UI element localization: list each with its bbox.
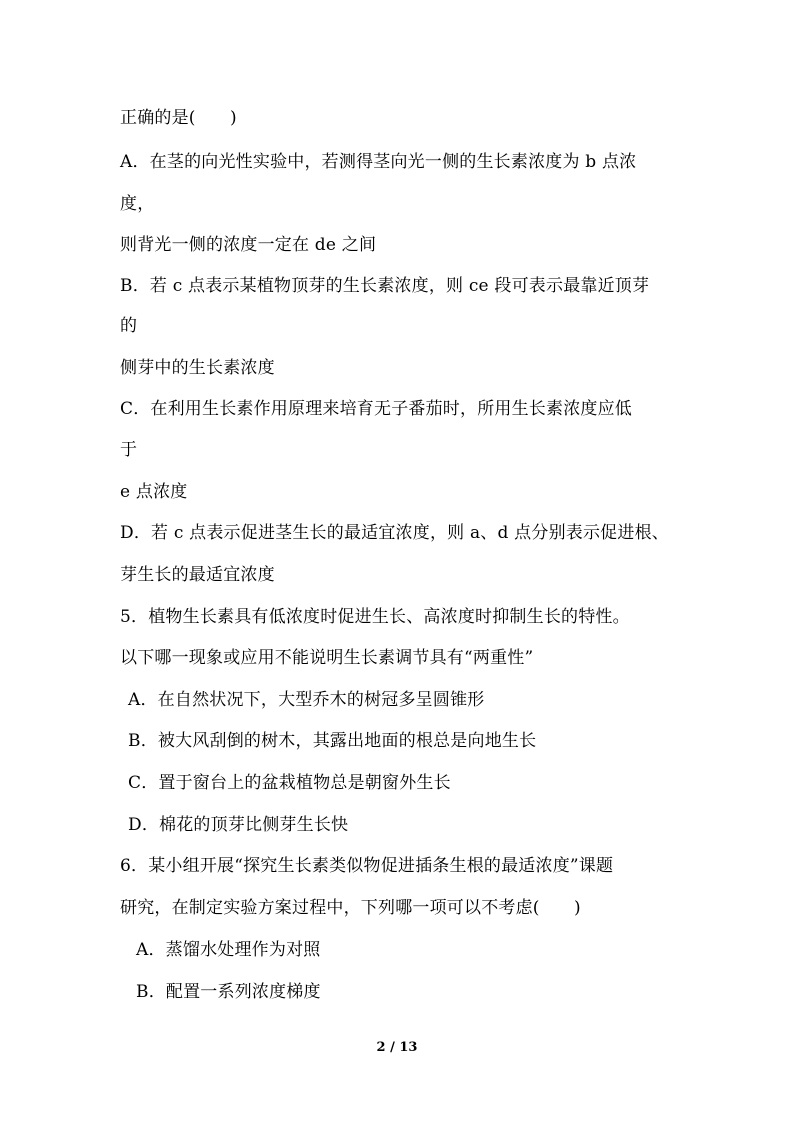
option-c-continued: e 点浓度 [120, 482, 188, 502]
option-d-continued: 芽生长的最适宜浓度 [120, 565, 275, 585]
q6-option-a: A．蒸馏水处理作为对照 [136, 940, 321, 960]
text-line-continuation: 正确的是( ) [120, 108, 237, 128]
q5-option-a: A．在自然状况下，大型乔木的树冠多呈圆锥形 [128, 690, 485, 710]
q5-option-d: D．棉花的顶芽比侧芽生长快 [128, 815, 349, 835]
q5-option-c: C．置于窗台上的盆栽植物总是朝窗外生长 [128, 773, 451, 793]
option-b-continued: 侧芽中的生长素浓度 [120, 358, 275, 378]
option-b-text: B．若 c 点表示某植物顶芽的生长素浓度，则 ce 段可表示最靠近顶芽 [120, 276, 650, 296]
question-5-text: 5．植物生长素具有低浓度时促进生长、高浓度时抑制生长的特性。 [120, 607, 630, 627]
option-a-continued: 则背光一侧的浓度一定在 de 之间 [120, 235, 377, 255]
option-b-wrap: 的 [120, 316, 138, 336]
question-6-continued: 研究，在制定实验方案过程中，下列哪一项可以不考虑( ) [120, 898, 581, 918]
question-6-text: 6．某小组开展“探究生长素类似物促进插条生根的最适浓度”课题 [120, 856, 614, 876]
option-a-wrap: 度， [120, 194, 155, 214]
q6-option-b: B．配置一系列浓度梯度 [136, 982, 321, 1002]
q5-option-b: B．被大风刮倒的树木，其露出地面的根总是向地生长 [128, 731, 537, 751]
option-d-text: D．若 c 点表示促进茎生长的最适宜浓度，则 a、d 点分别表示促进根、 [120, 523, 669, 543]
question-5-continued: 以下哪一现象或应用不能说明生长素调节具有“两重性” [120, 648, 534, 668]
option-a-text: A．在茎的向光性实验中，若测得茎向光一侧的生长素浓度为 b 点浓 [120, 152, 637, 172]
page-number: 2 / 13 [376, 1040, 418, 1055]
option-c-text: C．在利用生长素作用原理来培育无子番茄时，所用生长素浓度应低 [120, 399, 633, 419]
option-c-wrap: 于 [120, 440, 138, 460]
